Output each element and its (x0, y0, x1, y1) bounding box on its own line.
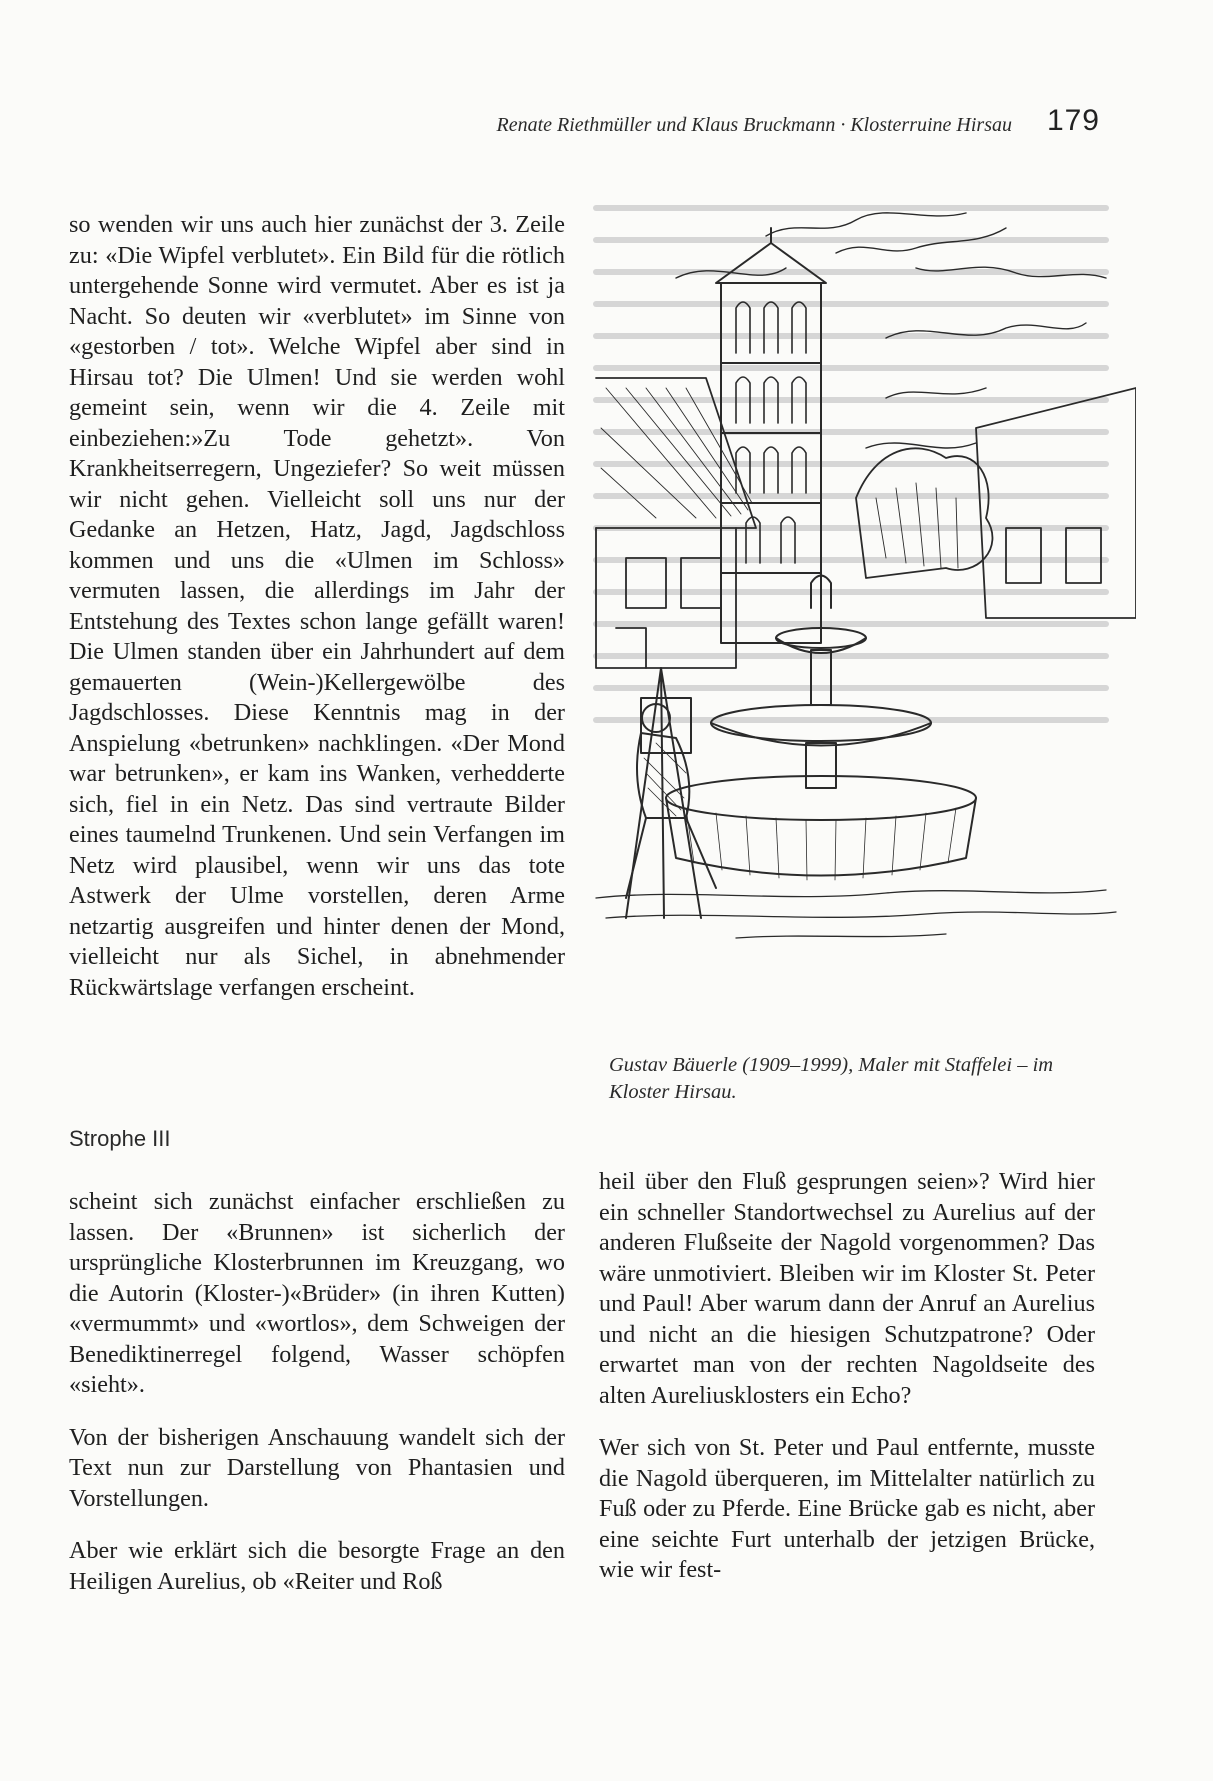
paragraph: Wer sich von St. Peter und Paul entfernte, musste die Nagold überqueren, im Mittelalter natürlich zu Fuß oder zu Pferde. Eine Brücke gab es nicht, aber eine seichte Furt unterhalb der jetzigen Brücke, wie wir fest- (599, 1434, 1095, 1583)
running-header (340, 100, 1100, 140)
running-title: Renate Riethmüller und Klaus Bruckmann · Klosterruine Hirsau (496, 114, 1012, 136)
left-column-top (69, 210, 565, 1003)
section-heading: Strophe III (69, 1126, 171, 1151)
figure-caption: Gustav Bäuerle (1909–1999), Maler mit Staffelei – im Kloster Hirsau. (609, 1054, 1054, 1103)
left-column-bottom (69, 1187, 565, 1597)
paragraph: so wenden wir uns auch hier zunächst der 3. Zeile zu: «Die Wipfel verblutet». Ein Bild für die rötlich untergehende Sonne wird vermutet. Aber es ist ja Nacht. So deuten wir «verblutet» im Sinne von «gestorben / tot». Welche Wipfel aber sind in Hirsau tot? Die Ulmen! Und sie werden wohl gemeint sein, wenn wir die 4. Zeile mit einbeziehen:»Zu Tode gehetzt». Von Krankheitserregern, Ungeziefer? So weit müssen wir nicht gehen. Vielleicht soll uns nur der Gedanke an Hetzen, Hatz, Jagd, Jagdschloss kommen und uns die «Ulmen im Schloss» vermuten lassen, die allerdings im Jahr der Entstehung des Textes schon lange gefällt waren! Die Ulmen standen über ein Jahrhundert auf dem gemauerten (Wein-)Kellergewölbe des Jagdschlosses. Diese Kenntnis mag in der Anspielung «betrunken» nachklingen. «Der Mond war betrunken», er kam ins Wanken, verhedderte sich, fiel in ein Netz. Das sind vertraute Bilder eines taumelnd Trunkenen. Und sein Verfangen im Netz wird plausibel, wenn wir uns das tote Astwerk der Ulme vorstellen, deren Arme netzartig ausgreifen und hinter denen der Mond, vielleicht nur als Sichel, in abnehmender Rückwärtslage verfangen erscheint. (69, 211, 565, 1001)
figure-sketch (586, 198, 1136, 1028)
page-number: 179 (1046, 104, 1100, 137)
right-column-bottom (599, 1167, 1095, 1586)
paragraph: Aber wie erklärt sich die besorgte Frage an den Heiligen Aurelius, ob «Reiter und Roß (69, 1537, 565, 1595)
paragraph: heil über den Fluß gesprungen seien»? Wird hier ein schneller Standortwechsel zu Aurelius auf der anderen Flußseite der Nagold vorgenommen? Das wäre unmotiviert. Bleiben wir im Kloster St. Peter und Paul! Aber warum dann der Anruf an Aurelius und nicht an die hiesigen Schutzpatrone? Oder erwartet man von der rechten Nagoldseite des alten Aureliusklosters ein Echo? (599, 1168, 1095, 1409)
paragraph: scheint sich zunächst einfacher erschließen zu lassen. Der «Brunnen» ist sicherlich der ursprüngliche Klosterbrunnen im Kreuzgang, wo die Autorin (Kloster-)«Brüder» (in ihren Kutten) «vermummt» und «wortlos», dem Schweigen der Benediktinerregel folgend, Wasser schöpfen «sieht». (69, 1188, 565, 1398)
ink-drawing-monastery-fountain (586, 198, 1136, 1028)
paragraph: Von der bisherigen Anschauung wandelt sich der Text nun zur Darstellung von Phantasien und Vorstellungen. (69, 1423, 565, 1512)
